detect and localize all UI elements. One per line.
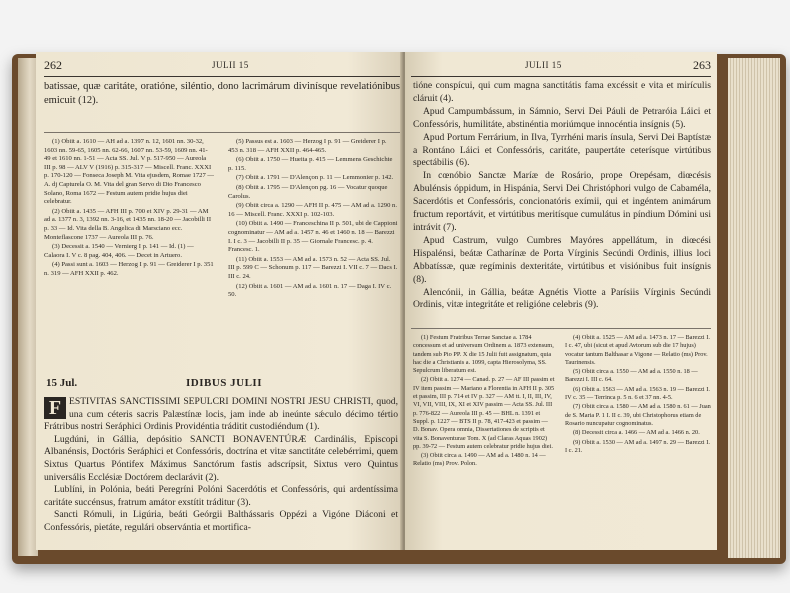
footnote: (4) Obiit a. 1525 — AM ad a. 1473 n. 17 — Barezzi I. I c. 47, ubi (sicut et apud Avtorum sub die 17 hujus) vocatur tantum Balthasar a Vigone — Relatio (ms) Prov. Taurinensis.	[565, 334, 710, 366]
left-notes-column-2	[228, 138, 398, 301]
section-date-label: 15 Jul.	[46, 377, 78, 389]
left-top-paragraph: batissae, quæ caritáte, oratióne, siléntio, dono lacrimárum divinísque revelatiónibus emicuit (12).	[44, 81, 400, 106]
paragraph: Apud Campumbássum, in Sámnio, Servi Dei Páuli de Petraróia Láici et Confessóris, humilitáte, abstinéntia moriúmque innocéntia insígnis (5).	[413, 105, 711, 130]
right-page-number: 263	[693, 58, 711, 72]
page-edges-right	[728, 58, 780, 558]
footnote: (9) Obiit a. 1530 — AM ad a. 1497 n. 29 — Barezzi I. I c. 21.	[565, 438, 710, 454]
footnote: (4) Passi sunt a. 1603 — Herzog I p. 91 — Greiderer I p. 351 n. 319 — AFH XXII p. 462.	[44, 261, 214, 277]
page-edges-left	[18, 58, 38, 556]
right-header-rule	[411, 76, 711, 77]
right-main-text	[413, 80, 711, 312]
footnote: (7) Obiit circa a. 1580 — AM ad a. 1580 n. 61 — Juan de S. Maria P. 1 I. II c. 39, ubi Christophorus etiam de Rosario nuncupatur cognominatus.	[565, 403, 711, 427]
drop-cap: F	[44, 397, 66, 419]
footnote: (1) Festum Fratribus Terrae Sanctae a. 1784 concessum et ad universum Ordinem a. 1873 extensum, tandem sub Pio PP. X die 15 Julii fuit assignatum, quia hac die a Christianis a. 1099, capta Hierosolyma, SS. Sepulcrum liberatum est.	[413, 334, 554, 375]
footnote: (6) Obiit a. 1750 — Hueita p. 415 — Lemmens Geschichte p. 115.	[228, 156, 393, 172]
footnote: (1) Obiit a. 1610 — AH ad a. 1397 n. 12, 1601 nn. 30-32, 1603 nn. 59-65, 1605 nn. 62-66, 1607 nn. 53-59, 1609 nn. 41-49 et 1610 nn. 1-51 — Acta SS. Jul. V p. 517-950 — Aureola III p. 98 — ALV V (1916) p. 315-317 — Miscell. Franc. XXXI p. 170-120 — Fonseca Joseph M. Vita ejusdem, Romae 1727 — A. dj Capturela O. M. Vita del gran Servo di Dio Francesco Solano, Roma 1672 — Festum autem pridie hujus diei celebratur.	[44, 138, 214, 206]
paragraph: F ESTIVITAS SANCTISSIMI SEPULCRI DOMINI NOSTRI JESU CHRISTI, quod, una cum céteris sacris Palæstínæ locis, jam inde ab ineúnte sǽculo décimo tértio Frátribus nostri Seráphici Ordinis Providéntia tráditit custodiéndum (1).	[44, 396, 398, 433]
left-header-rule	[44, 76, 400, 77]
section-title: IDIBUS JULII	[186, 377, 262, 389]
paragraph: Apud Castrum, vulgo Cumbres Mayóres appellátum, in diœcési Hispalénsi, beátæ Catharínæ de Porta Vírginis Secúndi Ordinis, illius loci Abbatíssæ, quæ regíminis dexteritáte, virtútibus et visiónibus fuit insígnis (8).	[413, 234, 711, 285]
footnote: (11) Obiit a. 1553 — AM ad a. 1573 n. 52 — Acta SS. Jul. III p. 599 C — Schonum p. 117 — Barezzi I. VII c. 7 — Dacs I. III c. 24.	[228, 255, 398, 280]
open-book	[12, 44, 786, 574]
right-notes-column-1	[413, 334, 555, 470]
footnote: (3) Decessit a. 1540 — Vernierg I p. 141 — Id. (1) — Calaora I. V c. 8 pag. 404, 406. — Decet in Artuero.	[44, 243, 194, 259]
right-page	[405, 52, 717, 550]
left-notes-column-1	[44, 138, 214, 280]
footnote: (3) Obiit circa a. 1490 — AM ad a. 1480 n. 14 — Relatio (ms) Prov. Polon.	[413, 452, 546, 468]
paragraph: Lublíni, in Polónia, beáti Peregríni Polóni Sacerdótis et Confessóris, qui ardentíssima caritáte succénsus, fratrum amátor exstítit tráditur (3).	[44, 484, 398, 508]
left-running-head: JULII 15	[212, 60, 249, 70]
left-notes-rule	[44, 132, 400, 133]
paragraph: In cœnóbio Sanctæ Maríæ de Rosário, prope Orepésam, diœcésis Abulénsis óppidum, in Hispánia, Servi Dei Christóphori vulgo de Cabaméla, Sacerdótis et Confessóris, concionatóris exímii, qui et ingéntem animárum fructum reportávit, et virtútibus meritísque cumulátus in píndium Dómini usi intrávit (7).	[413, 170, 711, 233]
footnote: (8) Obiit a. 1795 — D'Alençon pg. 16 — Vocatur quoque Carolus.	[228, 183, 388, 200]
paragraph: Sancti Rómuli, in Ligúria, beáti Geórgii Balthássaris Oppézi a Vigóne Diáconi et Confessóris, pietáte, regulári observántia et mortifica-	[44, 509, 398, 533]
footnote: (5) Passus est a. 1603 — Herzog I p. 91 — Greiderer I p. 453 n. 318 — AFH XXII p. 464-465.	[228, 138, 387, 154]
paragraph: Lugdúni, in Gállia, depósitio SANCTI BONAVENTÚRÆ Cardinális, Episcopi Albanénsis, Doctóris Seráphici et Confessóris, doctrína et vitæ sanctitáte celebérrimi, quem Sixtus Quartus Póntifex Máximus Sanctórum fastis adscrípsit, Sixtus vero Quintus universális Ecclésiæ Doctórem declarávit (2).	[44, 433, 398, 483]
left-top-text	[44, 80, 400, 107]
footnote: (12) Obiit a. 1601 — AM ad a. 1601 n. 17 — Daga I. IV c. 50.	[228, 282, 392, 299]
left-page-number: 262	[44, 58, 62, 72]
footnote: (6) Obiit a. 1563 — AM ad a. 1563 n. 19 — Barezzi I. IV c. 35 — Terrinca p. 5 n. 6 et 37 nn. 4-5.	[565, 385, 710, 402]
footnote: (2) Obiit a. 1274 — Canad. p. 27 — AF III passim et IV item passim — Mariano a Florentia in AFH II p. 305 et passim, III p. 714 et IV p. 327 — AM tt. I, II, III, IV, VI, VII, VIII, IX, XI et XIV passim — Acta SS. Jul. III p. 776-822 — Aureola III p. 45 — BHL n. 1391 et Suppl. p. 1227 — BTS II p. 78, 417-423 et passim — D. Bonav. Opera omnia, Dissertationes de scriptis et vita S. Bonaventurae Tom. X (ad Claras Aquas 1902) pp. 39-72 — Festum autem celebratur pridie hujus diei.	[413, 376, 555, 450]
left-page	[36, 52, 403, 550]
left-main-text	[44, 396, 398, 535]
footnote: (10) Obiit a. 1490 — Franceschina II p. 501, ubi de Cappioni cognominatur — AM ad a. 1457 n. 46 et 1460 n. 18 — Barezzi I. I c. 3 — Jacobilli II p. 35 — Giornale Francesc. p. 4. Francesc. 1.	[228, 220, 398, 254]
footnote: (9) Obiit circa a. 1290 — AFH II p. 475 — AM ad a. 1290 n. 16 — Miscell. Franc. XXXI p. 102-103.	[228, 202, 397, 218]
footnote: (2) Obiit a. 1435 — AFH III p. 700 et XIV p. 29-31 — AM ad a. 1377 n. 3, 1392 nn. 3-16, et 1435 nn. 18-20 — Jacobilli II p. 33 — Id. Vita della B. Angelica di Marsciano ecc. Monteflascone 1737 — Aureola III p. 76.	[44, 207, 212, 241]
right-notes-column-2	[565, 334, 711, 456]
paragraph: Alencónii, in Gállia, beátæ Agnétis Viotte a Parísiis Vírginis Secúndi Ordinis, vitæ integritáte et religióne celebris (9).	[413, 286, 711, 311]
paragraph: tióne conspícui, qui cum magna sanctitátis fama excéssit e vita et mirículis cláruit (4).	[413, 80, 711, 104]
footnote: (7) Obiit a. 1791 — D'Alençon p. 11 — Lemmonier p. 142.	[236, 174, 394, 182]
paragraph: Apud Portum Ferrárium, in Ilva, Tyrrhéni maris ínsula, Servi Dei Baptístæ a Rontáno Láici et Confessóris, caritáte, paupertáte ceterísque virtútibus spectábilis (6).	[413, 131, 711, 169]
right-running-head: JULII 15	[525, 60, 562, 70]
right-notes-rule	[411, 328, 711, 329]
footnote: (8) Decessit circa a. 1466 — AM ad a. 1466 n. 20.	[573, 429, 700, 437]
footnote: (5) Obiit circa a. 1550 — AM ad a. 1550 n. 18 — Barezzi I. III c. 64.	[565, 368, 698, 384]
